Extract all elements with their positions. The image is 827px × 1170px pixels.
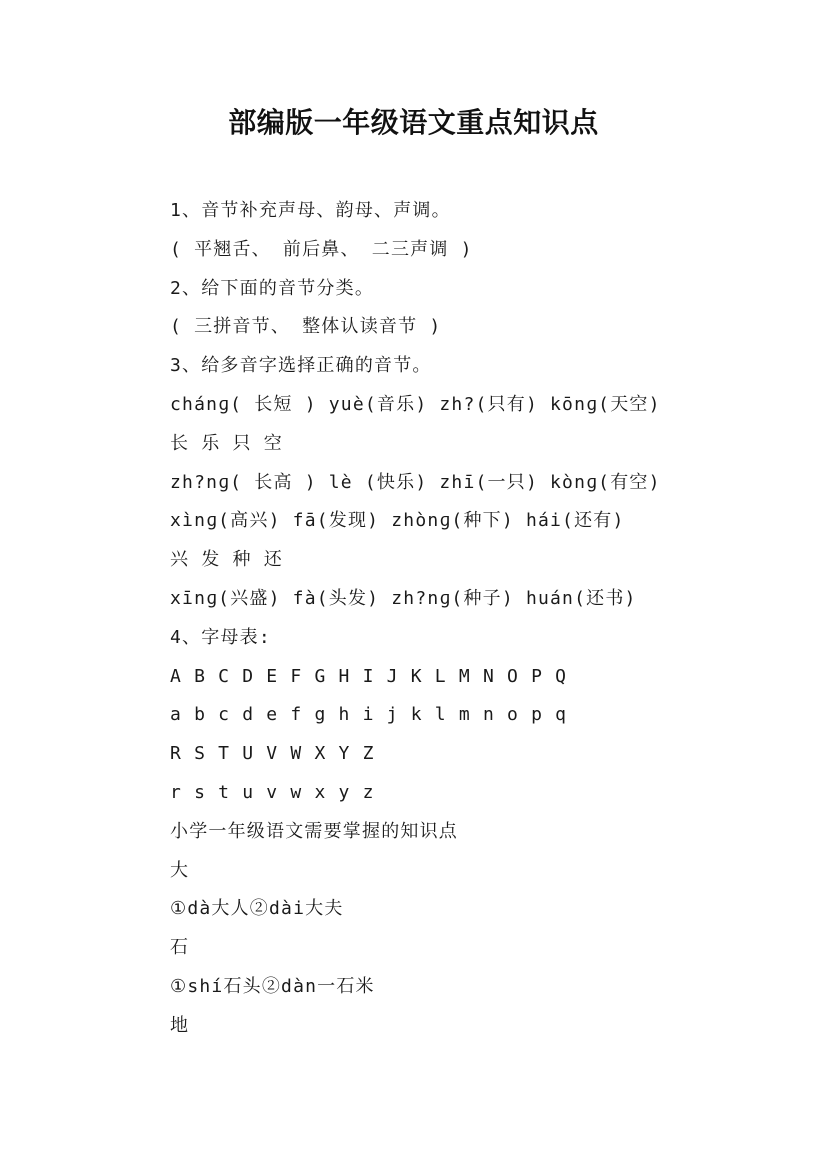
text-line: ( 平翘舌、 前后鼻、 二三声调 )	[170, 238, 473, 260]
text-line: 小学一年级语文需要掌握的知识点	[170, 820, 458, 842]
text-line: 4、字母表:	[170, 626, 271, 648]
text-line: 长 乐 只 空	[170, 432, 283, 454]
text-line: ①dà大人②dài大夫	[170, 898, 344, 920]
text-line: 石	[170, 937, 190, 959]
text-line: xīnɡ(兴盛) fà(头发) zh?nɡ(种子) huán(还书)	[170, 587, 637, 609]
text-line: r s t u v w x y z	[170, 781, 375, 803]
text-line: 兴 发 种 还	[170, 549, 283, 571]
text-line: 1、音节补充声母、韵母、声调。	[170, 200, 451, 221]
document-title: 部编版一年级语文重点知识点	[228, 106, 599, 139]
text-line: zh?nɡ( 长高 ) lè (快乐) zhī(一只) kònɡ(有空)	[170, 471, 661, 493]
text-line: 2、给下面的音节分类。	[170, 277, 375, 299]
text-line: xìnɡ(高兴) fā(发现) zhònɡ(种下) hái(还有)	[170, 510, 625, 532]
text-line: R S T U V W X Y Z	[170, 743, 375, 765]
text-line: ①shí石头②dàn一石米	[170, 975, 375, 997]
text-line: 地	[170, 1014, 190, 1036]
text-line: ( 三拼音节、 整体认读音节 )	[170, 316, 442, 338]
document-body	[170, 192, 790, 1046]
text-line: 3、给多音字选择正确的音节。	[170, 355, 432, 377]
text-line: A B C D E F G H I J K L M N O P Q	[170, 665, 568, 687]
text-line: a b c d e f g h i j k l m n o p q	[170, 704, 568, 726]
text-line: chánɡ( 长短 ) yuè(音乐) zh?(只有) kōnɡ(天空)	[170, 393, 661, 415]
text-line: 大	[170, 859, 190, 881]
